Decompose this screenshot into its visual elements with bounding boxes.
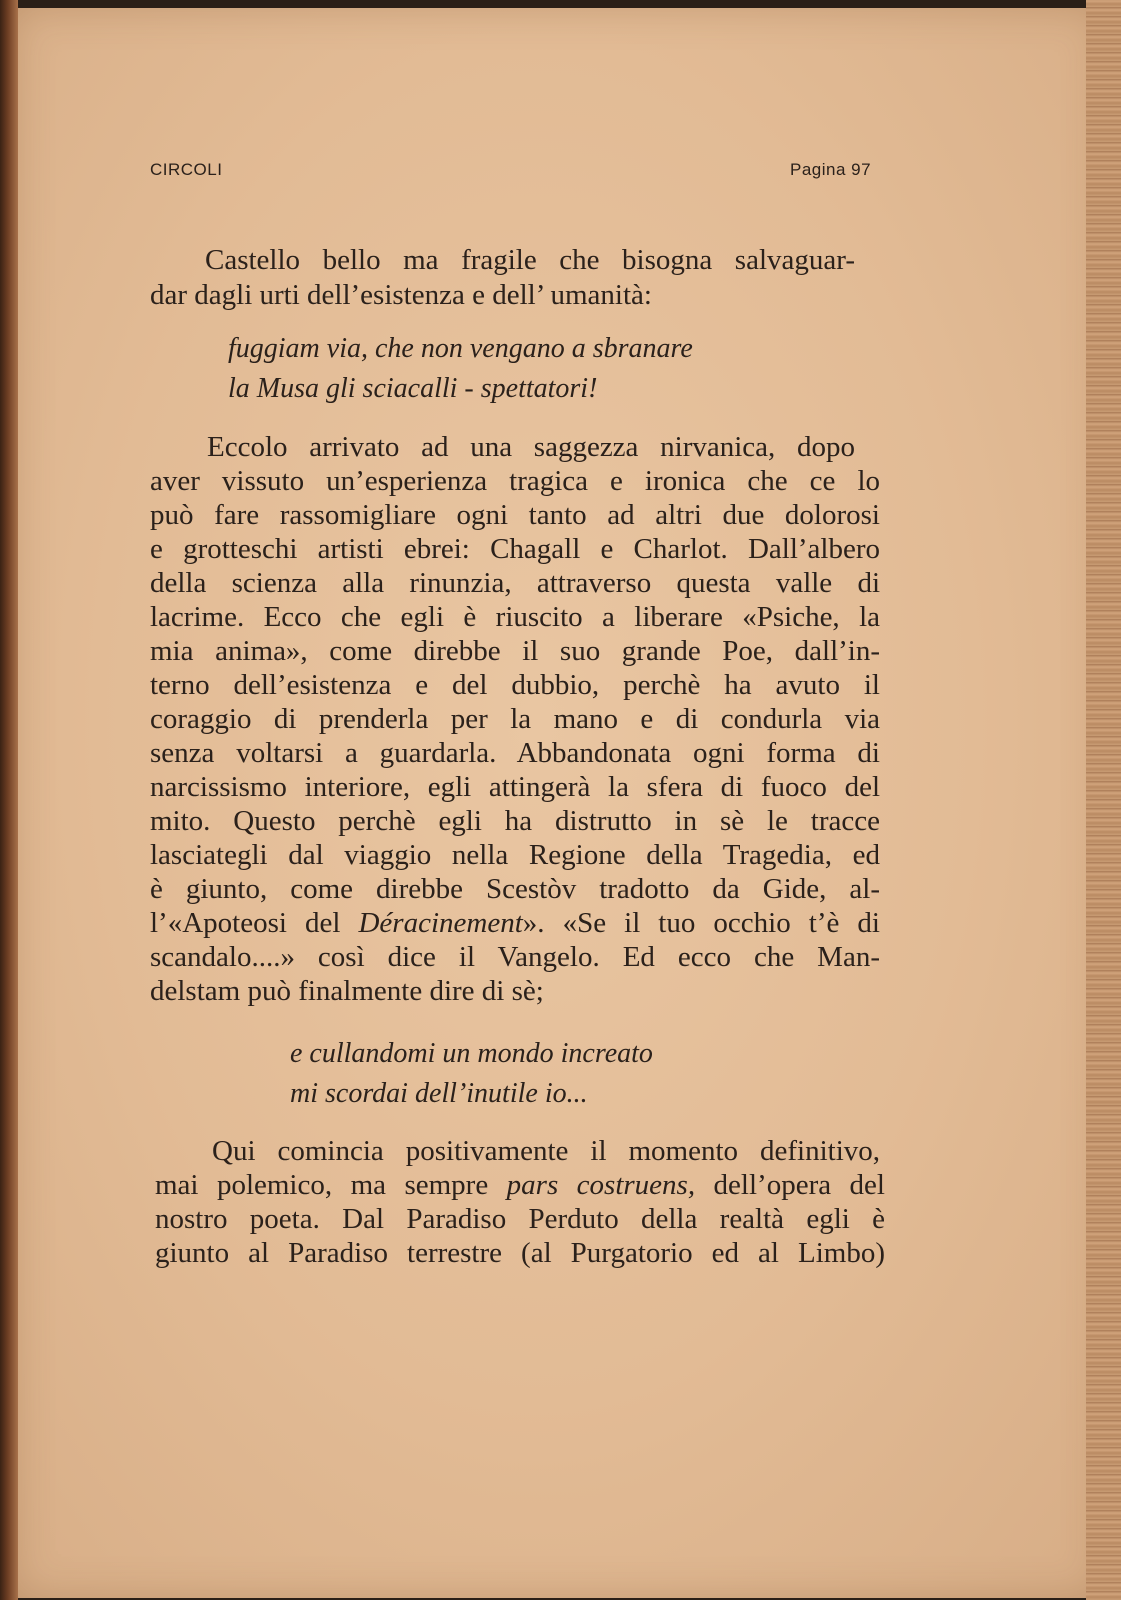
italic-text-run: Déracinement xyxy=(358,907,523,939)
text-line-mixed xyxy=(155,1168,885,1202)
text-line: coraggio di prenderla per la mano e di condurla via xyxy=(150,703,880,735)
text-line: dar dagli urti dell’esistenza e dell’ umanità: xyxy=(150,279,652,311)
text-line: Qui comincia positivamente il momento definitivo, xyxy=(212,1135,880,1167)
text-line: è giunto, come direbbe Scestòv tradotto da Gide, al- xyxy=(150,873,880,905)
text-line: lacrime. Ecco che egli è riuscito a liberare «Psiche, la xyxy=(150,601,880,633)
verse-line: mi scordai dell’inutile io... xyxy=(290,1078,588,1109)
text-line: della scienza alla rinunzia, attraverso questa valle di xyxy=(150,567,880,599)
text-line: mia anima», come direbbe il suo grande Poe, dall’in- xyxy=(150,635,880,667)
text-run: mai polemico, ma sempre xyxy=(155,1169,507,1201)
text-run: l’«Apoteosi del xyxy=(150,907,359,939)
text-line: può fare rassomigliare ogni tanto ad altri due dolorosi xyxy=(150,499,880,531)
text-line: Castello bello ma fragile che bisogna salvaguar- xyxy=(205,244,855,276)
text-line: Eccolo arrivato ad una saggezza nirvanica, dopo xyxy=(207,431,855,463)
text-line: mito. Questo perchè egli ha distrutto in sè le tracce xyxy=(150,805,880,837)
running-header-title: CIRCOLI xyxy=(150,160,223,179)
text-line: nostro poeta. Dal Paradiso Perduto della realtà egli è xyxy=(155,1203,885,1235)
text-line: aver vissuto un’esperienza tragica e ironica che ce lo xyxy=(150,465,880,497)
text-line: terno dell’esistenza e del dubbio, perchè ha avuto il xyxy=(150,669,880,701)
italic-text-run: pars costruens, xyxy=(506,1169,696,1201)
text-line: senza voltarsi a guardarla. Abbandonata ogni forma di xyxy=(150,737,880,769)
page-number: Pagina 97 xyxy=(790,160,872,179)
text-run: dell’opera del xyxy=(695,1169,885,1201)
scan-top-border xyxy=(0,0,1121,8)
verse-line: e cullandomi un mondo increato xyxy=(290,1038,653,1069)
text-line: lasciategli dal viaggio nella Regione della Tragedia, ed xyxy=(150,839,880,871)
text-line: giunto al Paradiso terrestre (al Purgatorio ed al Limbo) xyxy=(155,1237,885,1269)
text-line: scandalo....» così dice il Vangelo. Ed ecco che Man- xyxy=(150,941,880,973)
text-line-mixed xyxy=(150,906,880,940)
text-line: e grotteschi artisti ebrei: Chagall e Charlot. Dall’albero xyxy=(150,533,880,565)
verse-line: la Musa gli sciacalli - spettatori! xyxy=(228,373,598,404)
text-line: delstam può finalmente dire di sè; xyxy=(150,975,544,1007)
page-stack-edge xyxy=(1086,0,1121,1600)
text-line: narcissismo interiore, egli attingerà la sfera di fuoco del xyxy=(150,771,880,803)
book-spine-edge xyxy=(0,0,18,1600)
text-run: ». «Se il tuo occhio t’è di xyxy=(522,907,880,939)
verse-line: fuggiam via, che non vengano a sbranare xyxy=(228,333,693,364)
